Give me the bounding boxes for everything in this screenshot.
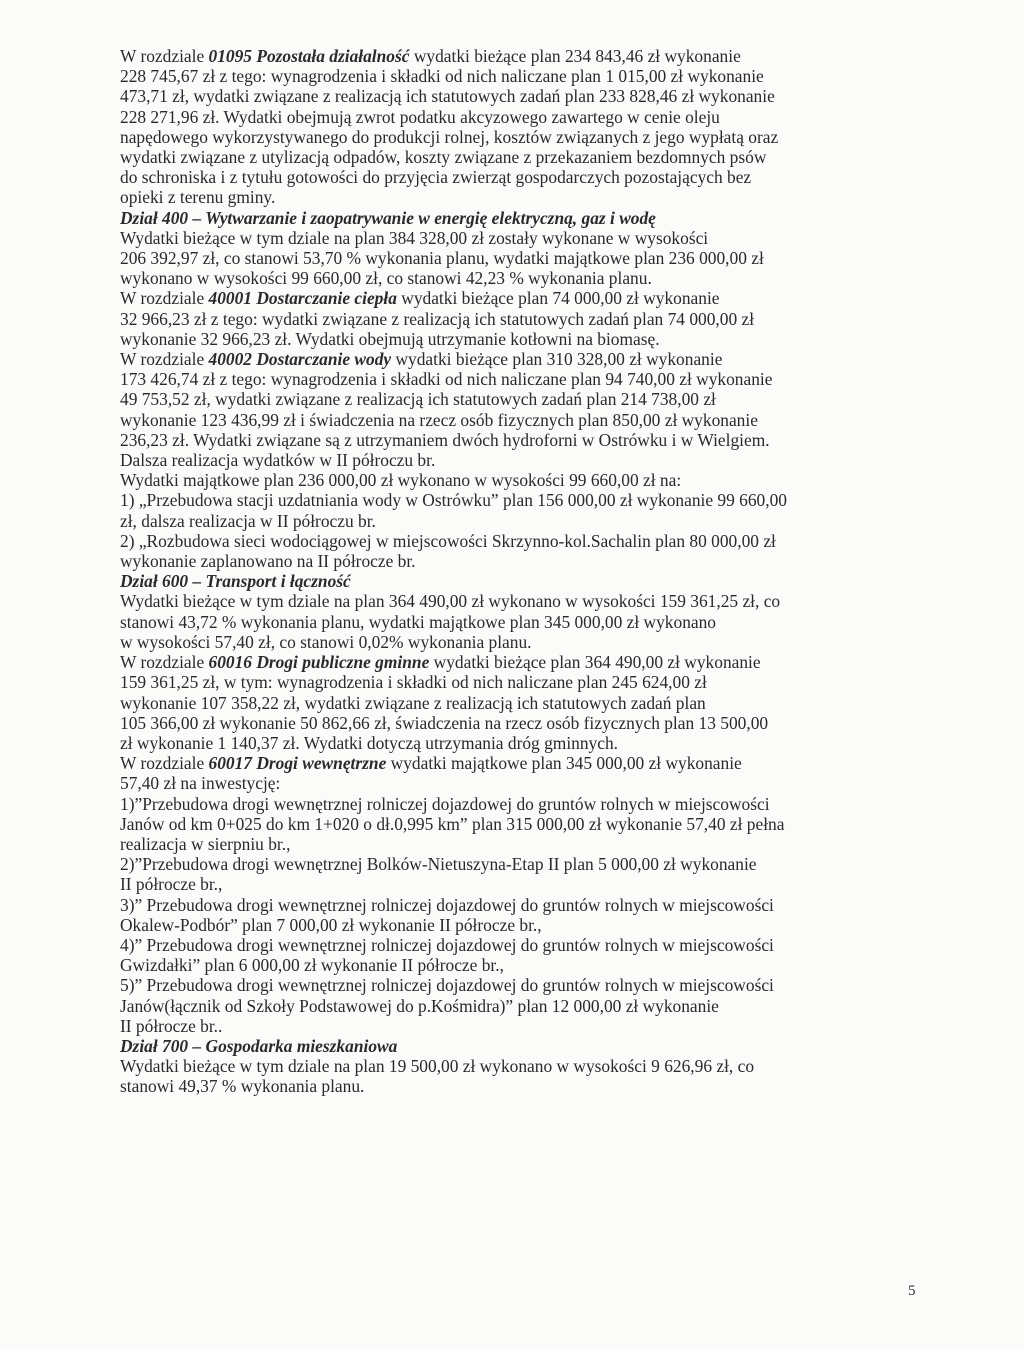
text-line <box>120 187 910 207</box>
text-segment: Janów od km 0+025 do km 1+020 o dł.0,995 km” plan 315 000,00 zł wykonanie 57,40 zł pełna <box>120 813 785 834</box>
text-line <box>120 854 910 874</box>
text-segment: 228 271,96 zł. Wydatki obejmują zwrot podatku akcyzowego zawartego w cenie oleju <box>120 106 720 127</box>
text-segment: napędowego wykorzystywanego do produkcji rolnej, kosztów związanych z jego wypłatą oraz <box>120 126 779 147</box>
text-line <box>120 672 910 692</box>
text-segment: 105 366,00 zł wykonanie 50 862,66 zł, świadczenia na rzecz osób fizycznych plan 13 500,00 <box>120 712 769 733</box>
text-segment: wydatki bieżące plan 74 000,00 zł wykonanie <box>396 288 720 309</box>
text-segment: W rozdziale <box>120 652 209 673</box>
text-line <box>120 693 910 713</box>
text-line <box>120 389 910 409</box>
text-line <box>120 632 910 652</box>
text-line <box>120 612 910 632</box>
text-segment: wydatki związane z utylizacją odpadów, koszty związane z przekazaniem bezdomnych psów <box>120 147 767 168</box>
text-line <box>120 551 910 571</box>
text-line <box>120 814 910 834</box>
text-line <box>120 228 910 248</box>
text-segment: do schroniska i z tytułu gotowości do przyjęcia zwierząt gospodarczych pozostających bez <box>120 167 752 188</box>
emphasized-heading: Dział 600 – Transport i łączność <box>120 571 351 592</box>
emphasized-heading: 60016 Drogi publiczne gminne <box>208 652 430 673</box>
text-segment: 2)”Przebudowa drogi wewnętrznej Bolków-Nietuszyna-Etap II plan 5 000,00 zł wykonanie <box>120 854 757 875</box>
text-line <box>120 349 910 369</box>
text-segment: 236,23 zł. Wydatki związane są z utrzymaniem dwóch hydroforni w Ostrówku i w Wielgiem. <box>120 429 770 450</box>
text-line <box>120 834 910 854</box>
text-segment: Dalsza realizacja wydatków w II półroczu br. <box>120 450 436 471</box>
text-segment: W rozdziale <box>120 46 209 66</box>
text-line <box>120 895 910 915</box>
text-line <box>120 208 910 228</box>
emphasized-heading: Dział 700 – Gospodarka mieszkaniowa <box>120 1035 398 1056</box>
text-segment: realizacja w sierpniu br., <box>120 833 291 854</box>
text-segment: 1)”Przebudowa drogi wewnętrznej rolniczej dojazdowej do gruntów rolnych w miejscowości <box>120 793 770 814</box>
text-line <box>120 713 910 733</box>
text-segment: W rozdziale <box>120 753 209 774</box>
text-segment: wykonano w wysokości 99 660,00 zł, co stanowi 42,23 % wykonania planu. <box>120 268 652 289</box>
text-line <box>120 571 910 591</box>
text-segment: W rozdziale <box>120 349 209 370</box>
text-line <box>120 107 910 127</box>
text-segment: Wydatki bieżące w tym dziale na plan 364 490,00 zł wykonano w wysokości 159 361,25 zł, co <box>120 591 781 612</box>
text-segment: 4)” Przebudowa drogi wewnętrznej rolniczej dojazdowej do gruntów rolnych w miejscowości <box>120 934 774 955</box>
text-line <box>120 531 910 551</box>
text-segment: wydatki bieżące plan 364 490,00 zł wykonanie <box>429 652 761 673</box>
text-segment: II półrocze br.. <box>120 1015 223 1036</box>
text-segment: Janów(łącznik od Szkoły Podstawowej do p.Kośmidra)” plan 12 000,00 zł wykonanie <box>120 995 719 1016</box>
text-segment: wykonanie 107 358,22 zł, wydatki związane z realizacją ich statutowych zadań plan <box>120 692 706 713</box>
text-segment: wykonanie zaplanowano na II półrocze br. <box>120 551 416 572</box>
text-segment: 173 426,74 zł z tego: wynagrodzenia i składki od nich naliczane plan 94 740,00 zł wykonanie <box>120 369 773 390</box>
text-line <box>120 733 910 753</box>
text-segment: 473,71 zł, wydatki związane z realizacją ich statutowych zadań plan 233 828,46 zł wykonanie <box>120 86 775 107</box>
text-line <box>120 996 910 1016</box>
text-line <box>120 773 910 793</box>
text-line <box>120 66 910 86</box>
text-line <box>120 753 910 773</box>
text-segment: wykonanie 32 966,23 zł. Wydatki obejmują utrzymanie kotłowni na biomasę. <box>120 328 660 349</box>
text-line <box>120 167 910 187</box>
text-segment: 206 392,97 zł, co stanowi 53,70 % wykonania planu, wydatki majątkowe plan 236 000,00 zł <box>120 248 764 269</box>
text-segment: zł, dalsza realizacja w II półroczu br. <box>120 510 376 531</box>
text-segment: 228 745,67 zł z tego: wynagrodzenia i składki od nich naliczane plan 1 015,00 zł wykonanie <box>120 66 764 87</box>
emphasized-heading: 01095 Pozostała działalność <box>208 46 410 66</box>
text-segment: wykonanie 123 436,99 zł i świadczenia na rzecz osób fizycznych plan 850,00 zł wykonanie <box>120 409 758 430</box>
text-line <box>120 955 910 975</box>
text-segment: zł wykonanie 1 140,37 zł. Wydatki dotyczą utrzymania dróg gminnych. <box>120 732 619 753</box>
text-segment: opieki z terenu gminy. <box>120 187 276 208</box>
text-line <box>120 1016 910 1036</box>
text-line <box>120 794 910 814</box>
text-line <box>120 329 910 349</box>
text-segment: Wydatki bieżące w tym dziale na plan 384 328,00 zł zostały wykonane w wysokości <box>120 227 709 248</box>
text-segment: 49 753,52 zł, wydatki związane z realizacją ich statutowych zadań plan 214 738,00 zł <box>120 389 716 410</box>
text-line <box>120 975 910 995</box>
text-segment: 159 361,25 zł, w tym: wynagrodzenia i składki od nich naliczane plan 245 624,00 zł <box>120 672 707 693</box>
text-line <box>120 935 910 955</box>
emphasized-heading: 60017 Drogi wewnętrzne <box>208 753 387 774</box>
text-line <box>120 915 910 935</box>
emphasized-heading: 40001 Dostarczanie ciepła <box>208 288 397 309</box>
text-segment: w wysokości 57,40 zł, co stanowi 0,02% wykonania planu. <box>120 631 532 652</box>
text-segment: 2) „Rozbudowa sieci wodociągowej w miejscowości Skrzynno-kol.Sachalin plan 80 000,00 zł <box>120 530 776 551</box>
text-line <box>120 86 910 106</box>
text-line <box>120 268 910 288</box>
text-segment: Wydatki bieżące w tym dziale na plan 19 500,00 zł wykonano w wysokości 9 626,96 zł, co <box>120 1056 755 1077</box>
emphasized-heading: Dział 400 – Wytwarzanie i zaopatrywanie w energię elektryczną, gaz i wodę <box>120 207 656 228</box>
text-segment: 5)” Przebudowa drogi wewnętrznej rolniczej dojazdowej do gruntów rolnych w miejscowości <box>120 975 774 996</box>
text-line <box>120 248 910 268</box>
text-line <box>120 309 910 329</box>
text-line <box>120 470 910 490</box>
text-segment: II półrocze br., <box>120 874 223 895</box>
text-segment: wydatki majątkowe plan 345 000,00 zł wykonanie <box>386 753 742 774</box>
text-segment: Gwizdałki” plan 6 000,00 zł wykonanie II półrocze br., <box>120 955 504 976</box>
text-segment: 3)” Przebudowa drogi wewnętrznej rolniczej dojazdowej do gruntów rolnych w miejscowości <box>120 894 774 915</box>
text-line <box>120 511 910 531</box>
text-line <box>120 874 910 894</box>
text-segment: 32 966,23 zł z tego: wydatki związane z realizacją ich statutowych zadań plan 74 000,00 zł <box>120 308 755 329</box>
text-line <box>120 490 910 510</box>
text-line <box>120 1036 910 1056</box>
text-segment: stanowi 49,37 % wykonania planu. <box>120 1076 365 1097</box>
text-line <box>120 450 910 470</box>
text-line <box>120 410 910 430</box>
text-segment: W rozdziale <box>120 288 209 309</box>
text-line <box>120 288 910 308</box>
text-line <box>120 46 910 66</box>
text-segment: Wydatki majątkowe plan 236 000,00 zł wykonano w wysokości 99 660,00 zł na: <box>120 470 682 491</box>
text-line <box>120 652 910 672</box>
page-number: 5 <box>908 1283 916 1299</box>
text-segment: wydatki bieżące plan 234 843,46 zł wykonanie <box>409 46 741 66</box>
text-line <box>120 369 910 389</box>
text-line <box>120 127 910 147</box>
text-segment: 57,40 zł na inwestycję: <box>120 773 281 794</box>
emphasized-heading: 40002 Dostarczanie wody <box>208 349 392 370</box>
text-line <box>120 1056 910 1076</box>
text-segment: Okalew-Podbór” plan 7 000,00 zł wykonanie II półrocze br., <box>120 914 542 935</box>
text-line <box>120 591 910 611</box>
text-segment: stanowi 43,72 % wykonania planu, wydatki majątkowe plan 345 000,00 zł wykonano <box>120 611 717 632</box>
text-segment: wydatki bieżące plan 310 328,00 zł wykonanie <box>391 349 723 370</box>
text-line <box>120 430 910 450</box>
text-segment: 1) „Przebudowa stacji uzdatniania wody w Ostrówku” plan 156 000,00 zł wykonanie 99 660,00 <box>120 490 787 511</box>
document-body <box>120 46 910 1097</box>
text-line <box>120 1076 910 1096</box>
text-line <box>120 147 910 167</box>
